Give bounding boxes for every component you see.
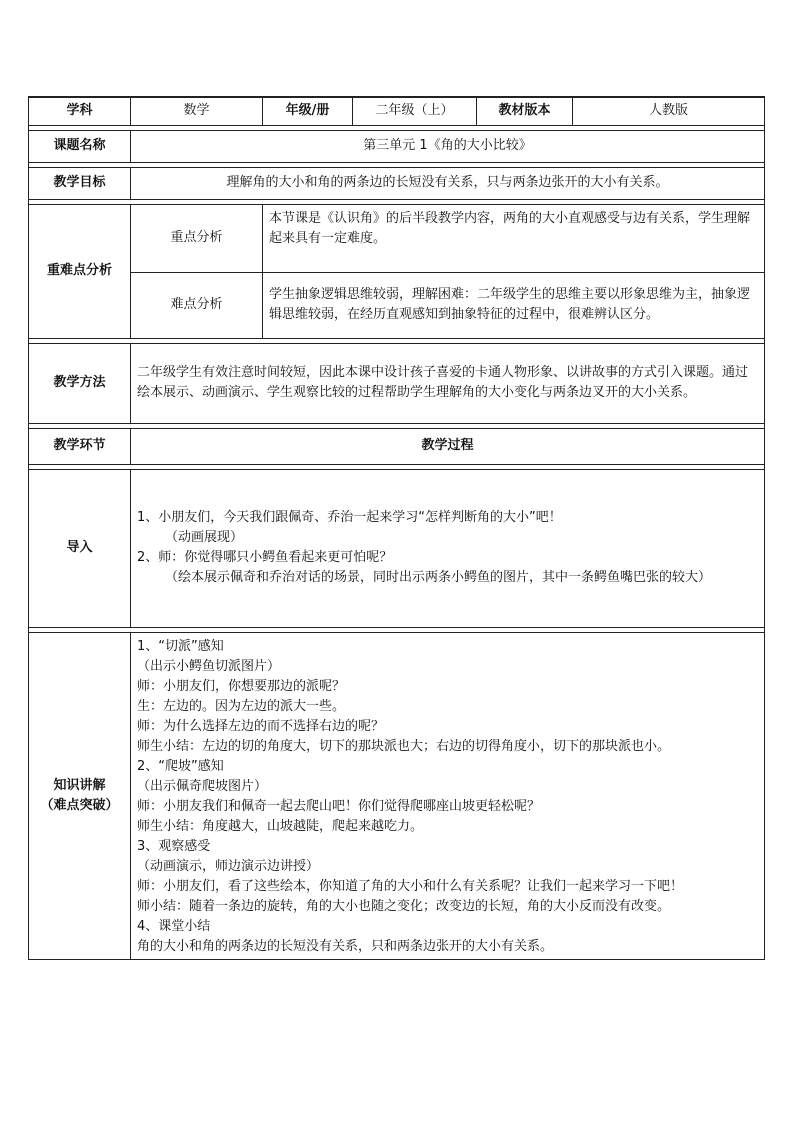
topic-row (29, 130, 765, 162)
difficult-analysis-label: 难点分析 (131, 272, 263, 338)
knowledge-line-8: （出示佩奇爬坡图片） (137, 778, 268, 794)
lesson-plan-document (28, 96, 764, 960)
knowledge-label (29, 632, 131, 959)
knowledge-line-6: 师生小结：左边的切的角度大，切下的那块派也大；右边的切得角度小，切下的那块派也小。 (137, 738, 671, 754)
key-analysis-label: 重点分析 (131, 204, 263, 272)
knowledge-line-5: 师：为什么选择左边的而不选择右边的呢？ (137, 718, 385, 734)
knowledge-label-line-2: （难点突破） (40, 797, 119, 813)
knowledge-line-13: 师：小朋友们，看了这些绘本，你知道了角的大小和什么有关系呢？让我们一起来学习一下吧！ (137, 878, 684, 894)
intro-row (29, 469, 765, 627)
topic-label: 课题名称 (29, 130, 131, 162)
analysis-label: 重难点分析 (29, 204, 131, 338)
knowledge-line-3: 师：小朋友们，你想要那边的派呢？ (137, 678, 346, 694)
knowledge-label-line-1: 知识讲解 (53, 777, 106, 793)
knowledge-line-14: 师小结：随着一条边的旋转，角的大小也随之变化；改变边的长短，角的大小反而没有改变。 (137, 898, 671, 914)
knowledge-line-15: 4、课堂小结 (137, 918, 211, 934)
grade-label: 年级/册 (263, 97, 353, 125)
intro-line-4: （绘本展示佩奇和乔治对话的场景，同时出示两条小鳄鱼的图片，其中一条鳄鱼嘴巴张的较大） (165, 570, 712, 585)
goal-row (29, 167, 765, 199)
difficult-analysis-value: 学生抽象逻辑思维较弱，理解困难：二年级学生的思维主要以形象思维为主，抽象逻辑思维较弱，在经历直观感知到抽象特征的过程中，很难辨认区分。 (263, 272, 765, 338)
topic-value: 第三单元 1《角的大小比较》 (131, 130, 765, 162)
knowledge-line-16: 角的大小和角的两条边的长短没有关系，只和两条边张开的大小有关系。 (137, 938, 554, 954)
knowledge-line-7: 2、“爬坡”感知 (137, 758, 224, 774)
intro-line-2: （动画展现） (165, 530, 244, 545)
edition-value: 人教版 (573, 97, 765, 125)
knowledge-line-12: （动画演示，师边演示边讲授） (137, 858, 320, 874)
edition-label: 教材版本 (477, 97, 573, 125)
grade-value: 二年级（上） (353, 97, 477, 125)
intro-line-1: 1、小朋友们，今天我们跟佩奇、乔治一起来学习“怎样判断角的大小”吧！ (137, 510, 562, 525)
knowledge-line-10: 师生小结：角度越大，山坡越陡，爬起来越吃力。 (137, 818, 424, 834)
key-analysis-row (29, 204, 765, 272)
subject-value: 数学 (131, 97, 263, 125)
knowledge-line-4: 生：左边的。因为左边的派大一些。 (137, 698, 346, 714)
key-analysis-value: 本节课是《认识角》的后半段教学内容，两角的大小直观感受与边有关系，学生理解起来具有一定难度。 (263, 204, 765, 272)
process-header-row (29, 428, 765, 464)
knowledge-line-9: 师：小朋友我们和佩奇一起去爬山吧！你们觉得爬哪座山坡更轻松呢？ (137, 798, 541, 814)
goal-label: 教学目标 (29, 167, 131, 199)
goal-value: 理解角的大小和角的两条边的长短没有关系，只与两条边张开的大小有关系。 (131, 167, 765, 199)
knowledge-line-1: 1、“切派”感知 (137, 638, 224, 654)
difficult-analysis-row (29, 272, 765, 338)
knowledge-line-2: （出示小鳄鱼切派图片） (137, 658, 281, 674)
intro-content (131, 469, 765, 627)
method-row (29, 343, 765, 423)
knowledge-line-11: 3、观察感受 (137, 838, 211, 854)
header-row (29, 97, 765, 125)
lesson-plan-table (28, 96, 765, 960)
method-value: 二年级学生有效注意时间较短，因此本课中设计孩子喜爱的卡通人物形象、以讲故事的方式引入课题。通过绘本展示、动画演示、学生观察比较的过程帮助学生理解角的大小变化与两条边叉开的大小关系。 (131, 343, 765, 423)
process-header-value: 教学过程 (131, 428, 765, 464)
intro-line-3: 2、师：你觉得哪只小鳄鱼看起来更可怕呢？ (137, 550, 393, 565)
subject-label: 学科 (29, 97, 131, 125)
knowledge-row (29, 632, 765, 959)
method-label: 教学方法 (29, 343, 131, 423)
process-header-label: 教学环节 (29, 428, 131, 464)
intro-label: 导入 (29, 469, 131, 627)
knowledge-content (131, 632, 765, 959)
